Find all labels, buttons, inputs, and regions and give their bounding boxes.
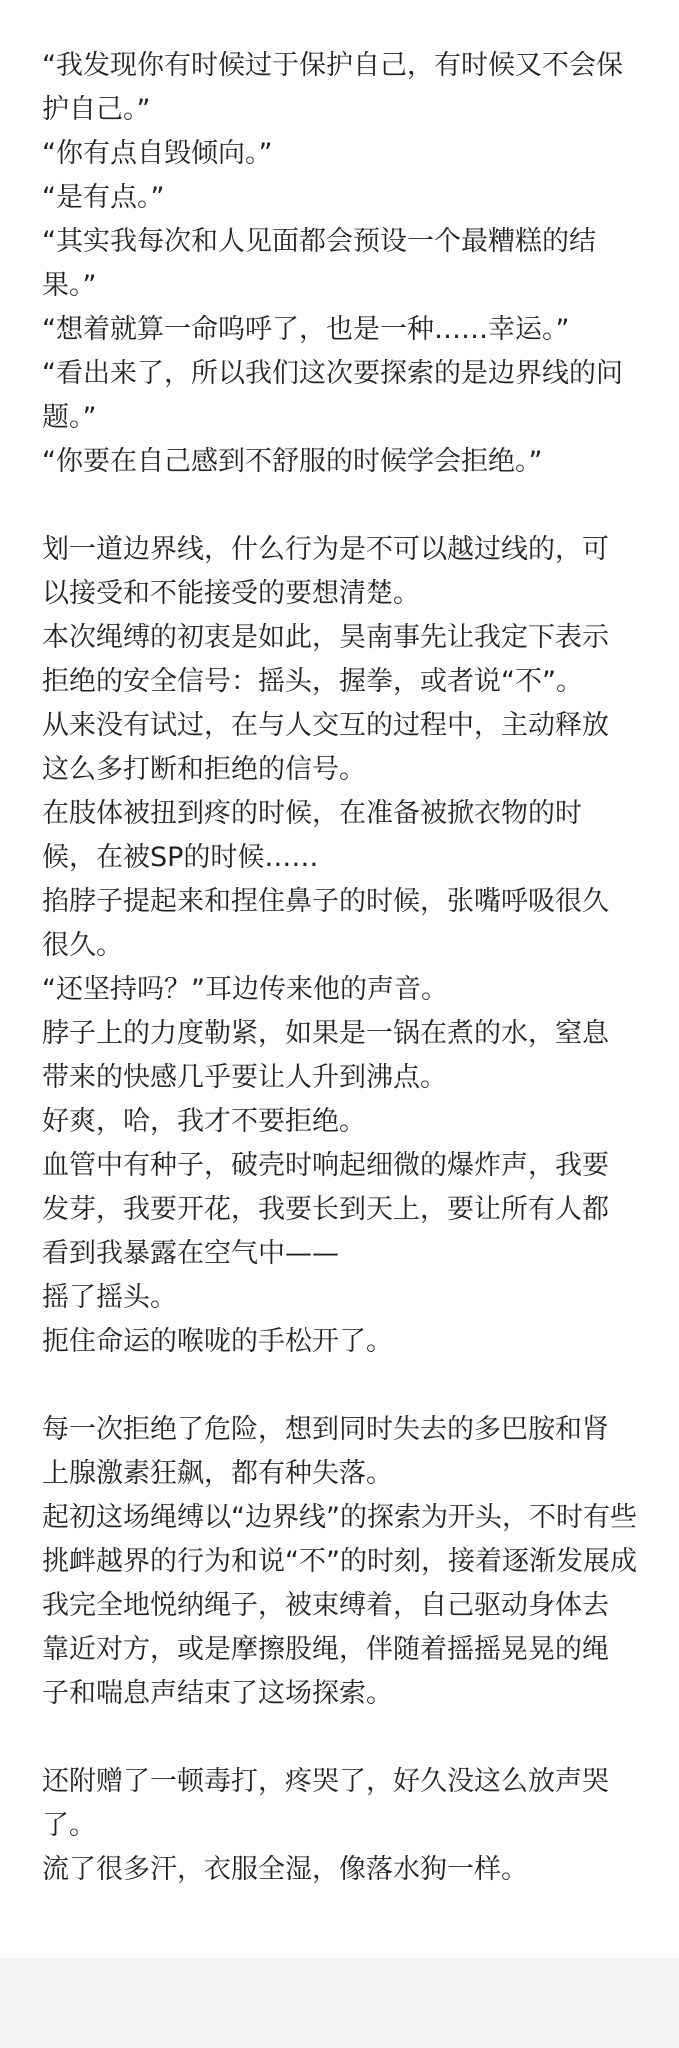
paragraph	[42, 528, 651, 1364]
text-line: 掐脖子提起来和捏住鼻子的时候，张嘴呼吸很久	[42, 886, 609, 917]
text-line: 候，在被SP的时候……	[42, 842, 319, 873]
text-line: “你有点自毁倾向。”	[42, 138, 273, 169]
text-line: 很久。	[42, 930, 123, 961]
text-line: 摇了摇头。	[42, 1282, 177, 1313]
text-line: 流了很多汗，衣服全湿，像落水狗一样。	[42, 1854, 528, 1885]
paragraph	[42, 1408, 651, 1716]
text-line: 起初这场绳缚以“边界线”的探索为开头，不时有些	[42, 1502, 637, 1533]
text-line: “是有点。”	[42, 182, 165, 213]
text-line: 好爽，哈，我才不要拒绝。	[42, 1106, 366, 1137]
text-line: 脖子上的力度勒紧，如果是一锅在煮的水，窒息	[42, 1018, 609, 1049]
text-line: “还坚持吗？”耳边传来他的声音。	[42, 974, 448, 1005]
text-line: 靠近对方，或是摩擦股绳，伴随着摇摇晃晃的绳	[42, 1634, 609, 1665]
text-line: 了。	[42, 1810, 96, 1841]
text-line: 挑衅越界的行为和说“不”的时刻，接着逐渐发展成	[42, 1546, 637, 1577]
text-line: 果。”	[42, 270, 97, 301]
text-line: 发芽，我要开花，我要长到天上，要让所有人都	[42, 1194, 609, 1225]
text-line: 还附赠了一顿毒打，疼哭了，好久没这么放声哭	[42, 1766, 609, 1797]
text-line: 在肢体被扭到疼的时候，在准备被掀衣物的时	[42, 798, 582, 829]
text-line: 我完全地悦纳绳子，被束缚着，自己驱动身体去	[42, 1590, 609, 1621]
text-line: “看出来了，所以我们这次要探索的是边界线的问	[42, 358, 623, 389]
text-line: “我发现你有时候过于保护自己，有时候又不会保	[42, 50, 623, 81]
text-line: 以接受和不能接受的要想清楚。	[42, 578, 420, 609]
text-line: 带来的快感几乎要让人升到沸点。	[42, 1062, 447, 1093]
text-line: 拒绝的安全信号：摇头，握拳，或者说“不”。	[42, 666, 583, 697]
paragraph	[42, 44, 651, 484]
text-line: 这么多打断和拒绝的信号。	[42, 754, 366, 785]
text-line: 本次绳缚的初衷是如此，昊南事先让我定下表示	[42, 622, 609, 653]
text-line: 护自己。”	[42, 94, 151, 125]
text-line: 划一道边界线，什么行为是不可以越过线的，可	[42, 534, 609, 565]
paragraph-gap	[42, 484, 651, 528]
text-line: 题。”	[42, 402, 97, 433]
paragraph	[42, 1760, 651, 1892]
text-line: “你要在自己感到不舒服的时候学会拒绝。”	[42, 446, 543, 477]
paragraph-gap	[42, 1364, 651, 1408]
text-line: 每一次拒绝了危险，想到同时失去的多巴胺和肾	[42, 1414, 609, 1445]
text-line: 上腺激素狂飙，都有种失落。	[42, 1458, 393, 1489]
paragraph-gap	[42, 1716, 651, 1760]
text-line: 看到我暴露在空气中——	[42, 1238, 339, 1269]
text-line: 血管中有种子，破壳时响起细微的爆炸声，我要	[42, 1150, 609, 1181]
text-line: “想着就算一命呜呼了，也是一种……幸运。”	[42, 314, 570, 345]
text-line: 扼住命运的喉咙的手松开了。	[42, 1326, 393, 1357]
text-line: “其实我每次和人见面都会预设一个最糟糕的结	[42, 226, 596, 257]
text-line: 子和喘息声结束了这场探索。	[42, 1678, 393, 1709]
text-line: 从来没有试过，在与人交互的过程中，主动释放	[42, 710, 609, 741]
